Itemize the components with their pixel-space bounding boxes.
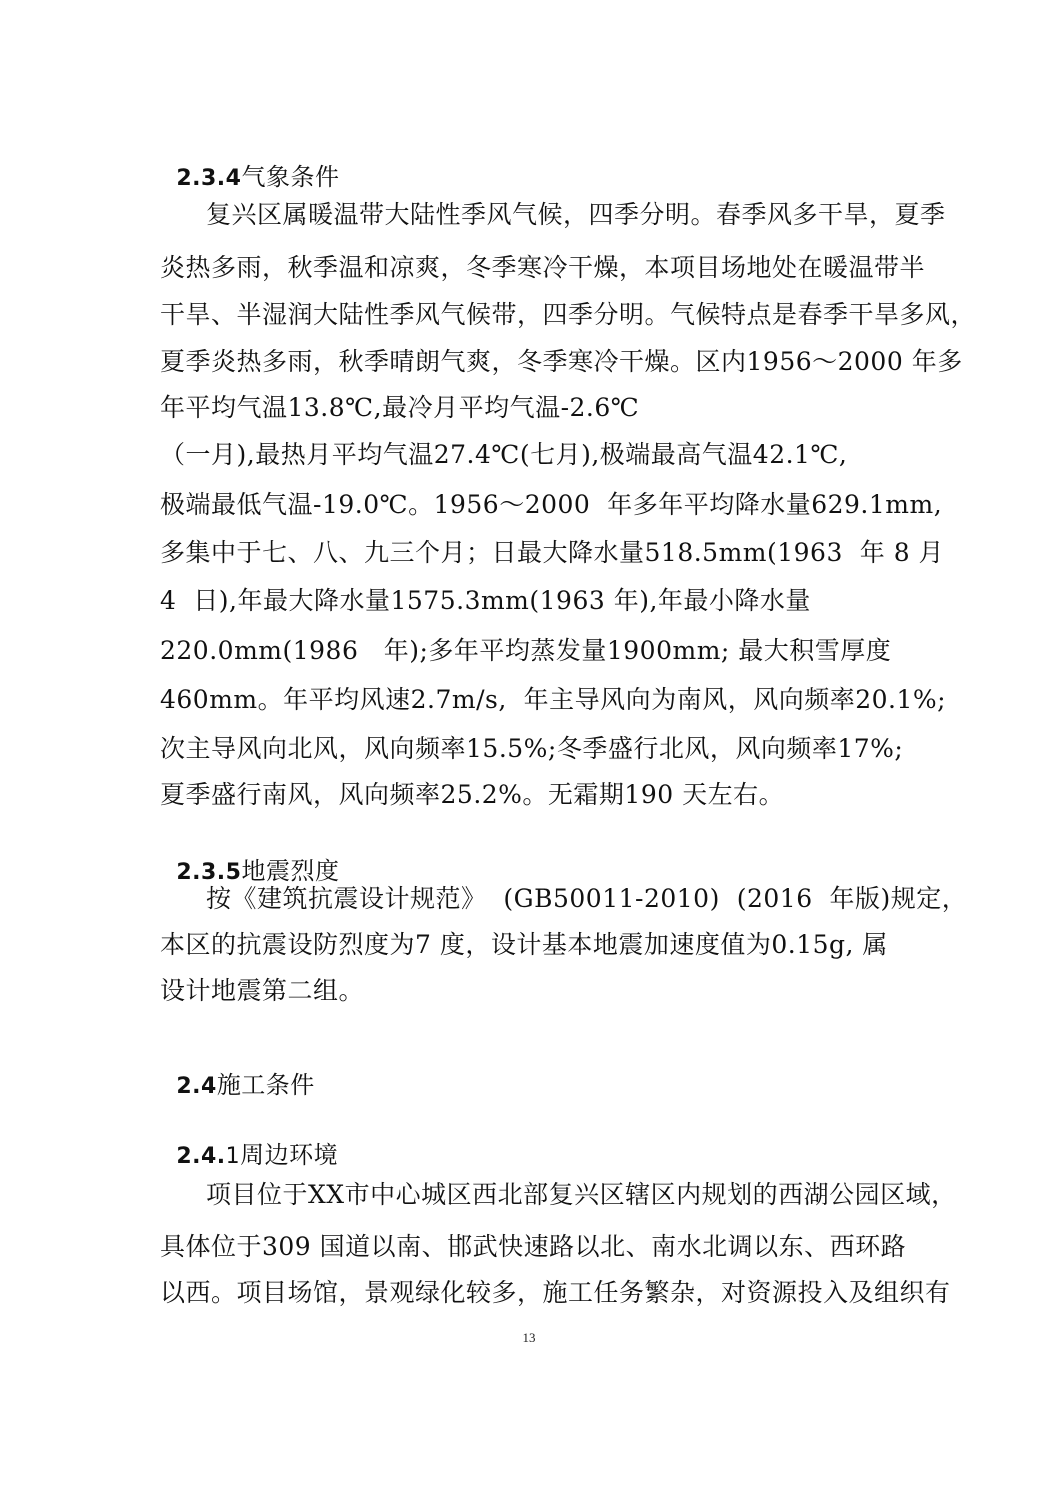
paragraph-line: 项目位于XX市中心城区西北部复兴区辖区内规划的西湖公园区域， xyxy=(206,1180,957,1209)
page-number: 13 xyxy=(522,1330,536,1345)
heading-2-4 xyxy=(160,1040,315,1102)
paragraph-line: 4 日),年最大降水量1575.3mm(1963 年),年最小降水量 xyxy=(160,586,811,615)
heading-number-tail: 1 xyxy=(225,1144,241,1169)
heading-2-3-5 xyxy=(160,826,339,888)
heading-title: 地震烈度 xyxy=(241,857,340,885)
paragraph-line: 具体位于309 国道以南、邯武快速路以北、南水北调以东、西环路 xyxy=(160,1232,907,1261)
heading-number: 2.4. xyxy=(176,1144,226,1169)
heading-number: 2.3.5 xyxy=(176,860,242,885)
heading-title: 施工条件 xyxy=(216,1071,315,1099)
heading-2-4-1 xyxy=(160,1110,338,1172)
paragraph-line: 极端最低气温-19.0℃。1956～2000 年多年平均降水量629.1mm, xyxy=(160,490,943,519)
paragraph-line: 220.0mm(1986 年);多年平均蒸发量1900mm; 最大积雪厚度 xyxy=(160,636,892,665)
paragraph-line: 以西。项目场馆，景观绿化较多，施工任务繁杂，对资源投入及组织有 xyxy=(160,1278,951,1307)
paragraph-line: 夏季盛行南风，风向频率25.2%。无霜期190 天左右。 xyxy=(160,780,785,809)
paragraph-line: （一月),最热月平均气温27.4℃(七月),极端最高气温42.1℃, xyxy=(160,440,848,469)
paragraph-line: 干旱、半湿润大陆性季风气候带，四季分明。气候特点是春季干旱多风， xyxy=(160,300,977,329)
paragraph-line: 按《建筑抗震设计规范》 (GB50011-2010) (2016 年版)规定， xyxy=(206,884,968,913)
heading-number: 2.3.4 xyxy=(176,166,242,191)
heading-number: 2.4 xyxy=(176,1074,217,1099)
paragraph-line: 460mm。年平均风速2.7m/s, 年主导风向为南风，风向频率20.1%; xyxy=(160,685,947,714)
paragraph-line: 夏季炎热多雨，秋季晴朗气爽，冬季寒冷干燥。区内1956～2000 年多 xyxy=(160,347,963,376)
heading-title: 气象条件 xyxy=(241,163,340,191)
paragraph-line: 年平均气温13.8℃,最冷月平均气温-2.6℃ xyxy=(160,393,640,422)
heading-2-3-4 xyxy=(160,132,339,194)
paragraph-line: 设计地震第二组。 xyxy=(160,976,365,1005)
paragraph-line: 炎热多雨，秋季温和凉爽，冬季寒冷干燥，本项目场地处在暖温带半 xyxy=(160,253,926,282)
heading-title: 周边环境 xyxy=(240,1141,339,1169)
paragraph-line: 复兴区属暖温带大陆性季风气候，四季分明。春季风多干旱，夏季 xyxy=(206,200,946,229)
paragraph-line: 多集中于七、八、九三个月；日最大降水量518.5mm(1963 年 8 月 xyxy=(160,538,945,567)
paragraph-line: 次主导风向北风，风向频率15.5%;冬季盛行北风，风向频率17%; xyxy=(160,734,904,763)
paragraph-line: 本区的抗震设防烈度为7 度，设计基本地震加速度值为0.15g, 属 xyxy=(160,930,888,959)
